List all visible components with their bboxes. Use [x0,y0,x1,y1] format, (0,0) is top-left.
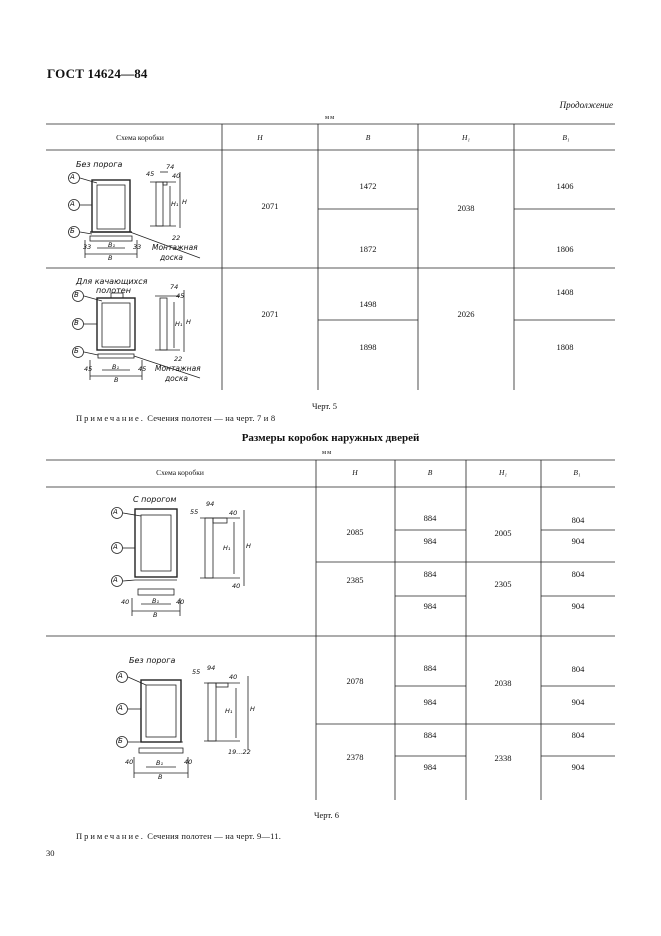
table2-b1r2-bb2: 904 [571,601,585,611]
scheme-4-dim-40d: 40 [184,758,193,766]
scheme-3-dim-b: B [153,611,158,619]
scheme-1-dim-74: 74 [166,163,175,171]
table2-b2r1-bb1: 804 [571,664,585,674]
scheme-2-dim-b: B [114,376,119,384]
scheme-1-dim-45: 45 [146,170,155,178]
table2-col-h: H [352,468,358,477]
table2-b2r2-h: 2378 [346,752,364,762]
figure-caption-6: Черт. 6 [314,810,340,820]
table2-b1r2-h: 2385 [346,575,364,585]
scheme-4-label-a1: А [118,672,123,680]
scheme-1-dim-h1: H₁ [171,200,179,208]
table2-b2r2-h1: 2338 [494,753,512,763]
scheme-1-label-a2: А [70,200,75,208]
scheme-2-dim-45b: 45 [138,365,147,373]
note-1-prefix: Примечание. [76,413,145,423]
scheme-4-title: Без порога [129,656,176,665]
table1-g1-h1: 2038 [457,203,475,213]
table2-b1r1-h: 2085 [346,527,364,537]
continuation-label: Продолжение [559,100,613,110]
table1-g1-b2: 1872 [359,244,377,254]
scheme-1-dim-33b: 33 [133,243,142,251]
table1-g1-b1: 1472 [359,181,377,191]
scheme-2-dim-h1: H₁ [175,320,183,328]
scheme-3-dim-40d: 40 [176,598,185,606]
scheme-2-dim-45: 45 [176,292,185,300]
table1-g2-bb1: 1408 [556,287,574,297]
scheme-4-dim-b1: B₁ [156,759,164,767]
table2-b1r1-bb2: 904 [571,536,585,546]
scheme-3-label-a1: А [113,508,118,516]
scheme-1-label-a1: А [70,173,75,181]
note-1-text: Сечения полотен — на черт. 7 и 8 [147,413,276,423]
table1-col-b: B [365,133,371,142]
page-number: 30 [46,848,55,858]
scheme-1-dim-22: 22 [172,234,181,242]
table1-col-scheme: Схема коробки [116,133,164,142]
note-2 [76,831,281,841]
table2-b2r1-b1: 884 [423,663,437,673]
table2-b2r1-b2: 984 [423,697,437,707]
scheme-3-dim-94: 94 [206,500,215,508]
scheme-1-dim-33a: 33 [83,243,92,251]
table1-g1-bb1: 1406 [556,181,574,191]
scheme-4-dim-40a: 40 [229,673,238,681]
table2-b2r2-b1: 884 [423,730,437,740]
table2-col-h1: H₁ [498,468,508,477]
table2-b2r2-bb2: 904 [571,762,585,772]
table2-b2r1-h: 2078 [346,676,364,686]
scheme-2-caption-1: Монтажная [155,364,201,373]
scheme-2-dim-h: H [186,318,191,326]
scheme-4-dim-h: H [250,705,255,713]
table1-g1-h: 2071 [261,201,279,211]
scheme-4-dim-b: B [158,773,163,781]
scheme-2-dim-22: 22 [174,355,183,363]
scheme-2-title-1: Для качающихся [76,277,148,286]
table2-b2r1-h1: 2038 [494,678,512,688]
table1-g2-b2: 1898 [359,342,377,352]
scheme-3-dim-h: H [246,542,251,550]
note-2-text: Сечения полотен — на черт. 9—11. [147,831,282,841]
scheme-4-dim-40c: 40 [125,758,134,766]
scheme-2-label-v1: В [74,291,79,299]
scheme-1-caption-1: Монтажная [152,243,198,252]
note-2-prefix: Примечание. [76,831,145,841]
table2-b2r1-bb2: 904 [571,697,585,707]
figure-caption-5: Черт. 5 [312,401,338,411]
scheme-3-dim-h1: H₁ [223,544,231,552]
table2-b1r2-b2: 984 [423,601,437,611]
table1-col-b1: B₁ [562,133,570,142]
table2-col-b1: B₁ [573,468,581,477]
scheme-1-dim-40: 40 [172,172,181,180]
scheme-1-dim-b: B [108,254,113,262]
scheme-3-title: С порогом [133,495,177,504]
table2-col-b: B [427,468,433,477]
table1-g2-bb2: 1808 [556,342,574,352]
table2-unit: мм [322,449,333,456]
scheme-2-label-v2: В [74,319,79,327]
table2-b2r2-b2: 984 [423,762,437,772]
scheme-1-dim-b1: B₁ [108,241,116,249]
table1-col-h: H [257,133,263,142]
table1-g2-h: 2071 [261,309,279,319]
scheme-2-title-2: полотен [96,286,131,295]
scheme-1-dim-h: H [182,198,187,206]
scheme-2-dim-74: 74 [170,283,179,291]
scheme-3-label-a2: А [113,543,118,551]
scheme-3-dim-40c: 40 [121,598,130,606]
table2-b1r1-bb1: 804 [571,515,585,525]
table2-b1r1-b1: 884 [423,513,437,523]
scheme-1-caption-2: доска [160,253,184,262]
scheme-4-dim-55: 55 [192,668,201,676]
table2-b1r1-b2: 984 [423,536,437,546]
scheme-2-label-b: Б [74,347,79,355]
table2-b1r2-h1: 2305 [494,579,512,589]
table2-b1r2-bb1: 804 [571,569,585,579]
scheme-4-dim-94: 94 [207,664,216,672]
table2-b1r2-b1: 884 [423,569,437,579]
table1-g2-h1: 2026 [457,309,475,319]
table2-col-scheme: Схема коробки [156,468,204,477]
scheme-1-label-b: Б [70,227,75,235]
scheme-4-dim-19-22: 19...22 [228,748,251,756]
scheme-3-dim-55: 55 [190,508,199,516]
scheme-3-label-a3: А [113,576,118,584]
scheme-4-label-a2: А [118,704,123,712]
scheme-2-dim-b1: B₁ [112,363,120,371]
table1-g1-bb2: 1806 [556,244,574,254]
document-title: ГОСТ 14624—84 [47,66,148,81]
table2-title: Размеры коробок наружных дверей [241,432,420,444]
scheme-4-label-b: Б [118,737,123,745]
table1-unit: мм [325,114,336,121]
table2-b1r1-h1: 2005 [494,528,512,538]
scheme-3-dim-40b: 40 [232,582,241,590]
scheme-4-dim-h1: H₁ [225,707,233,715]
scheme-1-title: Без порога [76,160,123,169]
scheme-2-caption-2: доска [165,374,189,383]
table1-col-h1: H₁ [461,133,471,142]
scheme-3-dim-40a: 40 [229,509,238,517]
scheme-3-dim-b1: B₁ [152,597,160,605]
scheme-2-dim-45a: 45 [84,365,93,373]
table2-b2r2-bb1: 804 [571,730,585,740]
table1-g2-b1: 1498 [359,299,377,309]
